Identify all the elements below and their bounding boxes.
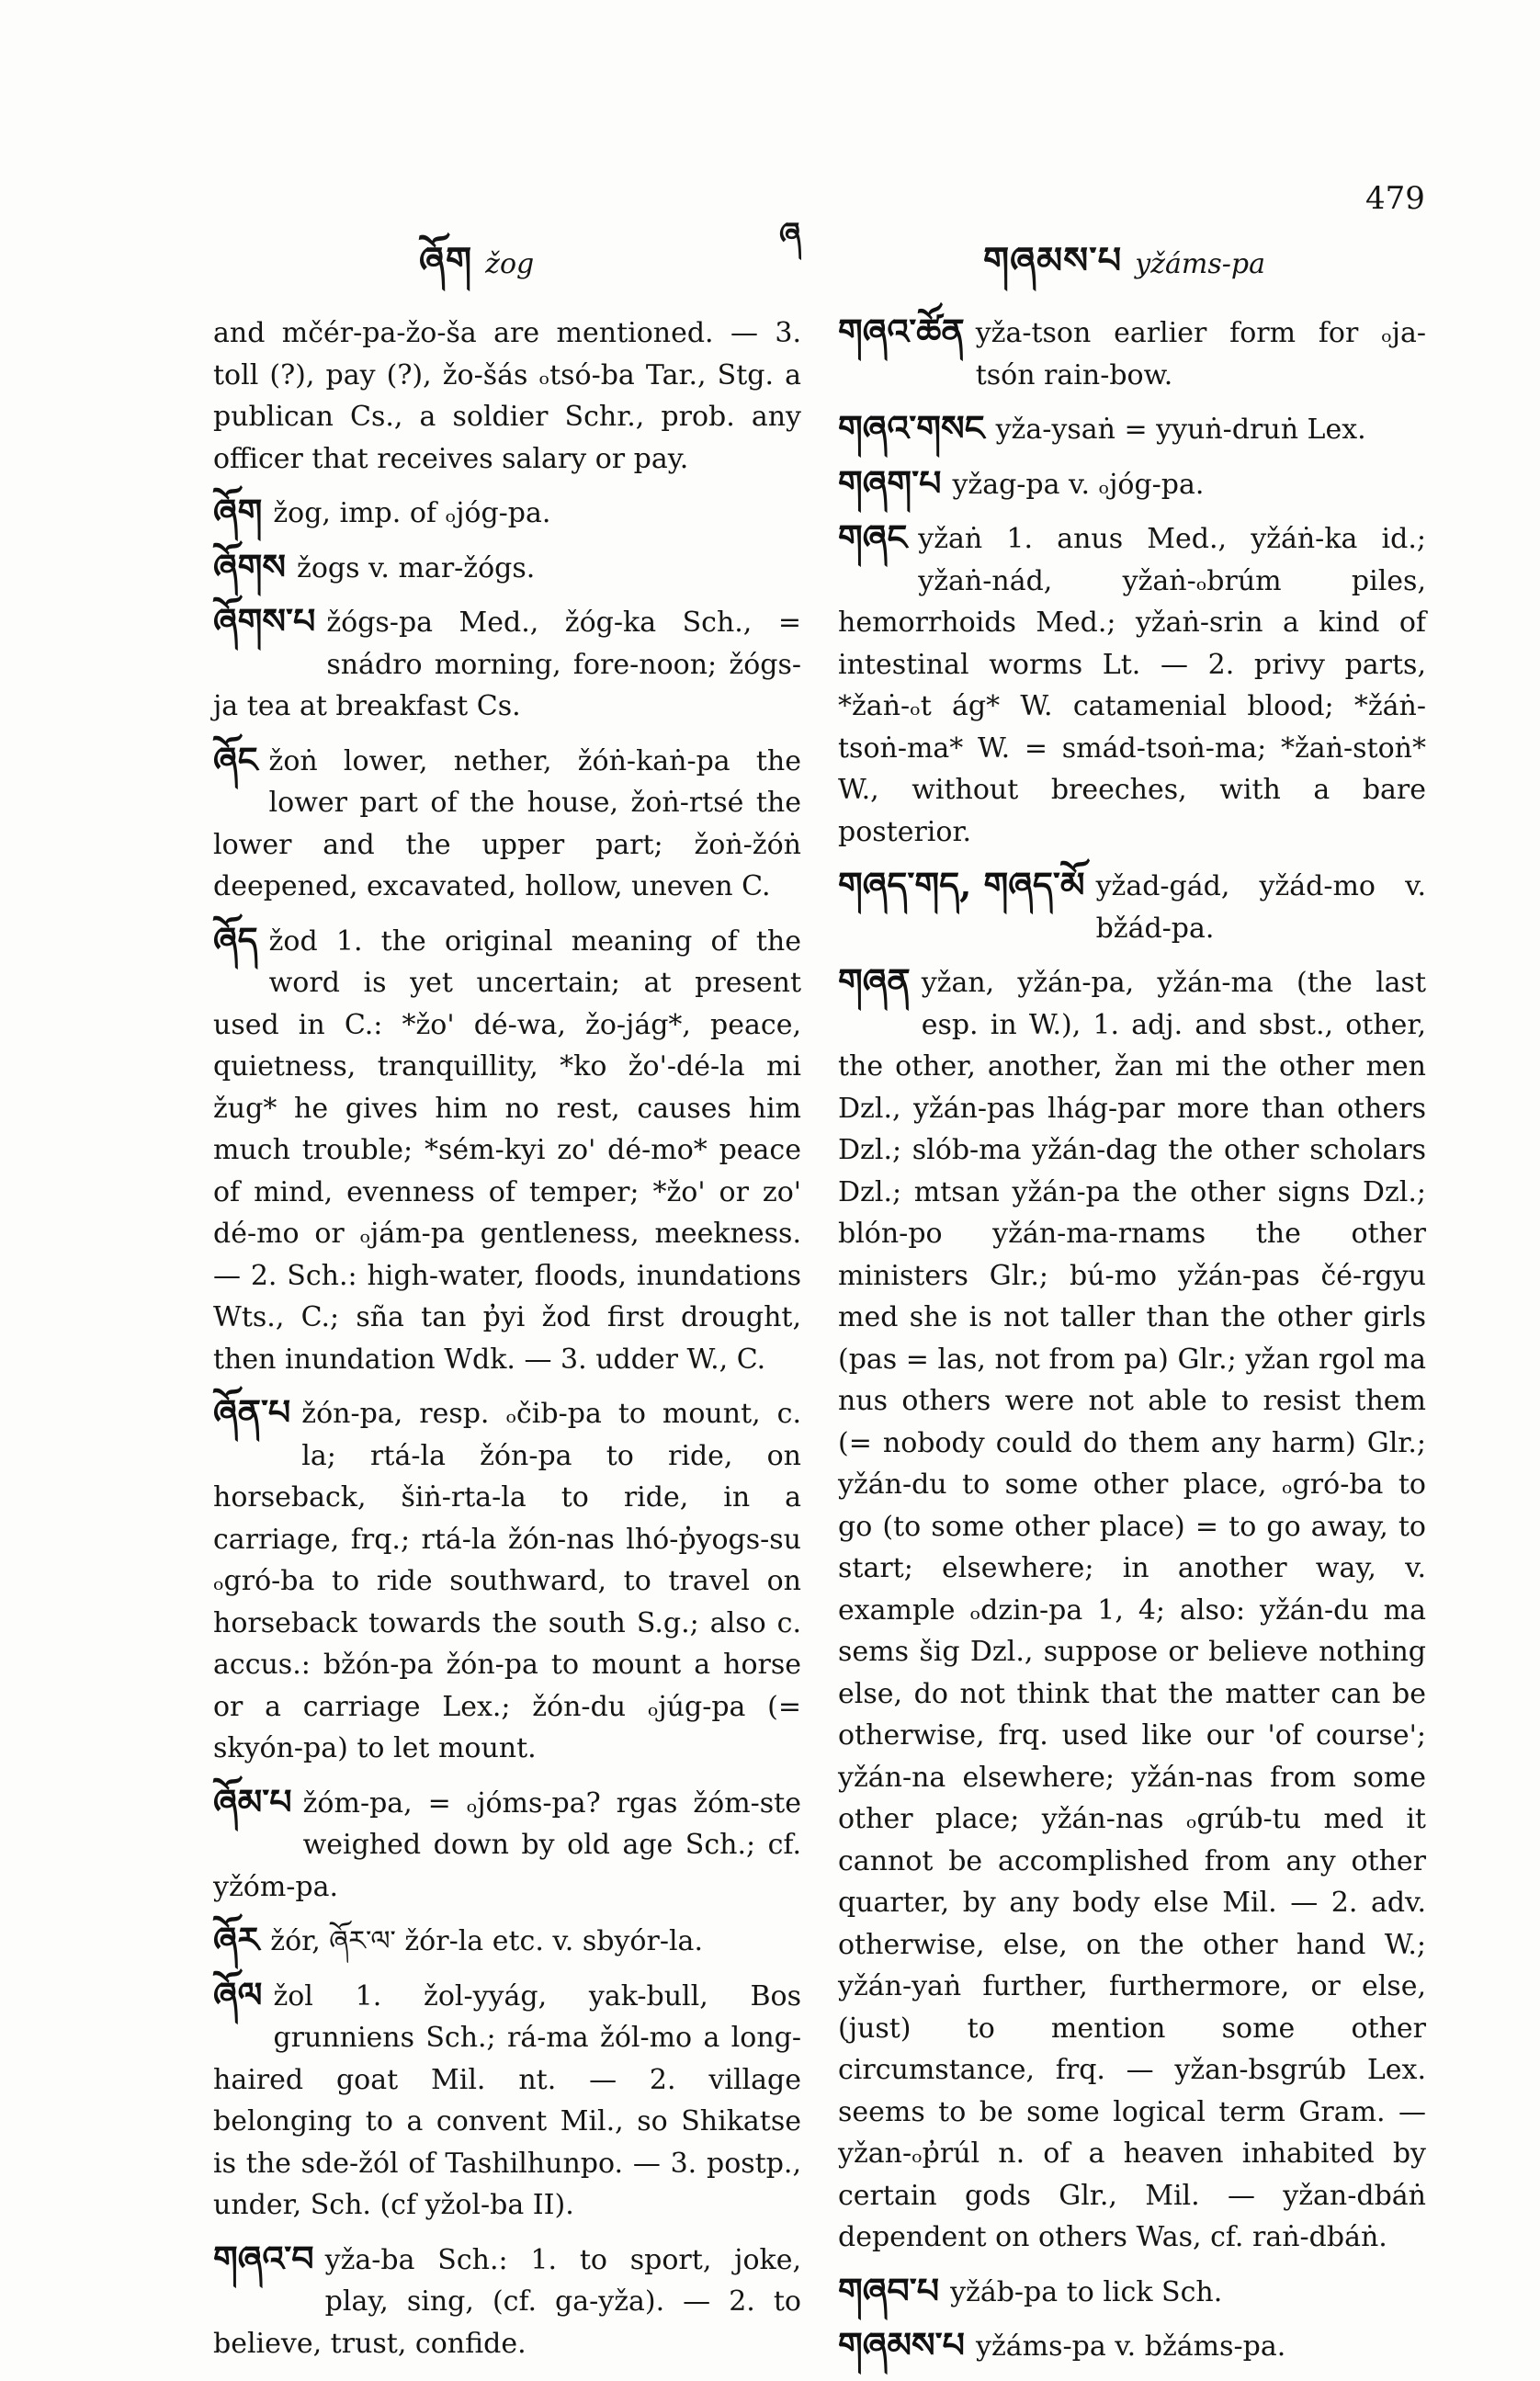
right-column: [838, 312, 1426, 2381]
dictionary-entry: [213, 602, 801, 728]
entry-text: yžáb-pa to lick Sch.: [950, 2275, 1223, 2308]
entry-text: yžad-gád, yžád-mo v. bžád-pa.: [1095, 870, 1426, 945]
header-right-tibetan: གཞམས་པ: [983, 239, 1123, 282]
entry-text: žoṅ lower, nether, žóṅ-kaṅ-pa the lower part of the house, žoṅ-rtsé the lower and the upper part; žoṅ-žóṅ deepened, excavated, hollow, uneven C.: [213, 744, 801, 902]
entry-headword-tibetan: ཞོམ་པ: [213, 1780, 292, 1822]
dictionary-entry: [213, 1393, 801, 1770]
left-column: [213, 312, 801, 2377]
entry-text: yža-tson earlier form for ₒja-tsón rain-bow.: [975, 317, 1426, 391]
entry-headword-tibetan: གཞན: [838, 960, 911, 1002]
entry-headword-tibetan: གཞའ་གསང: [838, 407, 985, 448]
page-number: 479: [1365, 180, 1425, 217]
entry-text: žog, imp. of ₒjóg-pa.: [273, 497, 551, 529]
continuation-text: and mčér-pa-žo-ša are mentioned. — 3. toll (?), pay (?), žo-šás ₒtsó-ba Tar., Stg. a publican Cs., a soldier Schr., prob. any officer that receives salary or pay.: [213, 317, 801, 475]
entry-text: yža-ba Sch.: 1. to sport, joke, play, sing, (cf. ga-yža). — 2. to believe, trust, confide.: [213, 2243, 801, 2360]
entry-headword-tibetan: ཞོག: [213, 491, 263, 532]
entry-text: yžan, yžán-pa, yžán-ma (the last esp. in W.), 1. adj. and sbst., other, the other, another, žan mi the other men Dzl., yžán-pas lhág-par more than others Dzl.; slób-ma yžán-dag the other scholars Dzl.; mtsan yžán-pa the other signs Dzl.; blón-po yžán-ma-rnams the other ministers Glr.; bú-mo yžán-pas čé-rgyu med she is not taller than the other girls (pas = las, not from pa) Glr.; yžan rgol ma nus others were not able to resist them (= nobody could do them any harm) Glr.; yžán-du to some other place, ₒgró-ba to go (to some other place) = to go away, to start; elsewhere; in another way, v. example ₒdzin-pa 1, 4; also: yžán-du ma sems šig Dzl., suppose or believe nothing else, do not think that the matter can be otherwise, frq. used like our 'of course'; yžán-na elsewhere; yžán-nas from some other place; yžán-nas ₒgrúb-tu med it cannot be accomplished from any other quarter, by any body else Mil. — 2. adv. otherwise, else, on the other hand W.; yžán-yaṅ further, furthermore, or else, (just) to mention some other circumstance, frq. — yžan-bsgrúb Lex. seems to be some logical term Gram. — yžan-ₒp̓rúl n. of a heaven inhabited by certain gods Glr., Mil. — yžan-dbáṅ dependent on others Was, cf. raṅ-dbáṅ.: [838, 967, 1426, 2253]
entry-headword-tibetan: གཞབ་པ: [838, 2269, 940, 2311]
entry-headword-tibetan: གཞའ་བ: [213, 2237, 314, 2279]
entry-text: žol 1. žol-yyág, yak-bull, Bos grunniens Sch.; rá-ma žól-mo a long-haired goat Mil. nt. — 2. village belonging to a convent Mil., so Shikatse is the sde-žól of Tashilhunpo. — 3. postp., under, Sch. (cf yžol-ba II).: [213, 1979, 801, 2221]
header-left-tibetan: ཞོག: [419, 239, 473, 282]
dictionary-entry: [838, 2269, 1426, 2314]
entry-text: žón-pa, resp. ₒčib-pa to mount, c. la; rtá-la žón-pa to ride, on horseback, šiṅ-rta-la to ride, in a carriage, frq.; rtá-la žón-nas lhó-p̓yogs-su ₒgró-ba to ride southward, to travel on horseback towards the south S.g.; also c. accus.: bžón-pa žón-pa to mount a horse or a carriage Lex.; žón-du ₒjúg-pa (= skyón-pa) to let mount.: [213, 1398, 801, 1764]
entry-text: žór, ཞོར་ལ་ žór-la etc. v. sbyór-la.: [270, 1925, 703, 1957]
entry-text: žóm-pa, = ₒjóms-pa? rgas žóm-ste weighed down by old age Sch.; cf. yžóm-pa.: [213, 1786, 801, 1903]
header-right: [983, 219, 1265, 323]
dictionary-entry: [838, 2326, 1426, 2368]
dictionary-entry: [838, 312, 1426, 396]
entry-headword-tibetan: གཞད་གད, གཞད་མོ: [838, 864, 1085, 905]
entry-headword-tibetan: ཞོན་པ: [213, 1391, 291, 1433]
header-left: [419, 219, 534, 323]
dictionary-entry: [838, 866, 1426, 949]
entry-headword-tibetan: གཞང: [838, 516, 908, 558]
entry-headword-tibetan: ཞོགས་པ: [213, 600, 316, 641]
entry-text: yžáms-pa v. bžáms-pa.: [976, 2330, 1286, 2363]
entry-headword-tibetan: གཞག་པ: [838, 461, 942, 504]
dictionary-entry: [213, 1921, 801, 1963]
entry-headword-tibetan: ཞོད: [213, 918, 258, 960]
entry-text: yžag-pa v. ₒjóg-pa.: [952, 468, 1205, 501]
header-right-word: yžáms-pa: [1135, 248, 1265, 280]
entry-headword-tibetan: ཞོལ: [213, 1973, 263, 2015]
entry-text: žod 1. the original meaning of the word is yet uncertain; at present used in C.: *žo' dé-wa, žo-jág*, peace, quietness, tranquillity, *ko žo'-dé-la mi žug* he gives him no rest, causes him much trouble; *sém-kyi zo' dé-mo* peace of mind, evenness of temper; *žo' or zo' dé-mo or ₒjám-pa gentleness, meekness. — 2. Sch.: high-water, floods, inundations Wts., C.; sña tan p̓yi žod first drought, then inundation Wdk. — 3. udder W., C.: [213, 924, 801, 1376]
dictionary-entry: [838, 461, 1426, 506]
entry-headword-tibetan: གཞམས་པ: [838, 2324, 966, 2365]
dictionary-entry: [213, 545, 801, 590]
header-center-glyph: ཞ: [779, 216, 801, 253]
dictionary-entry: [213, 493, 801, 535]
entry-headword-tibetan: ཞོང: [213, 738, 258, 780]
dictionary-entry: [213, 2239, 801, 2365]
dictionary-entry: [213, 738, 801, 908]
dictionary-entry: [213, 1973, 801, 2227]
entry-headword-tibetan: ཞོགས: [213, 545, 287, 587]
entry-text: žógs-pa Med., žóg-ka Sch., = snádro morning, fore-noon; žógs-ja tea at breakfast Cs.: [213, 607, 801, 722]
dictionary-entry: [838, 518, 1426, 853]
entry-text: žogs v. mar-žógs.: [297, 551, 536, 584]
header-left-word: žog: [485, 248, 535, 280]
dictionary-entry: [213, 1780, 801, 1909]
entry-headword-tibetan: གཞའ་ཚོན: [838, 311, 965, 352]
entry-headword-tibetan: ཞོར: [213, 1919, 260, 1960]
dictionary-entry: [838, 962, 1426, 2259]
dictionary-entry: [213, 918, 801, 1381]
entry-text: yža-ysaṅ = yyuṅ-druṅ Lex.: [995, 414, 1366, 446]
entry-text: yžaṅ 1. anus Med., yžáṅ-ka id.; yžaṅ-nád, yžaṅ-ₒbrúm piles, hemorrhoids Med.; yžaṅ-srin a kind of intestinal worms Lt. — 2. privy parts, *žaṅ-ₒt ág* W. catamenial blood; *žáṅ-tsoṅ-ma* W. = smád-tsoṅ-ma; *žaṅ-stoṅ* W., without breeches, with a bare posterior.: [838, 523, 1426, 848]
dictionary-entry: [838, 409, 1426, 451]
